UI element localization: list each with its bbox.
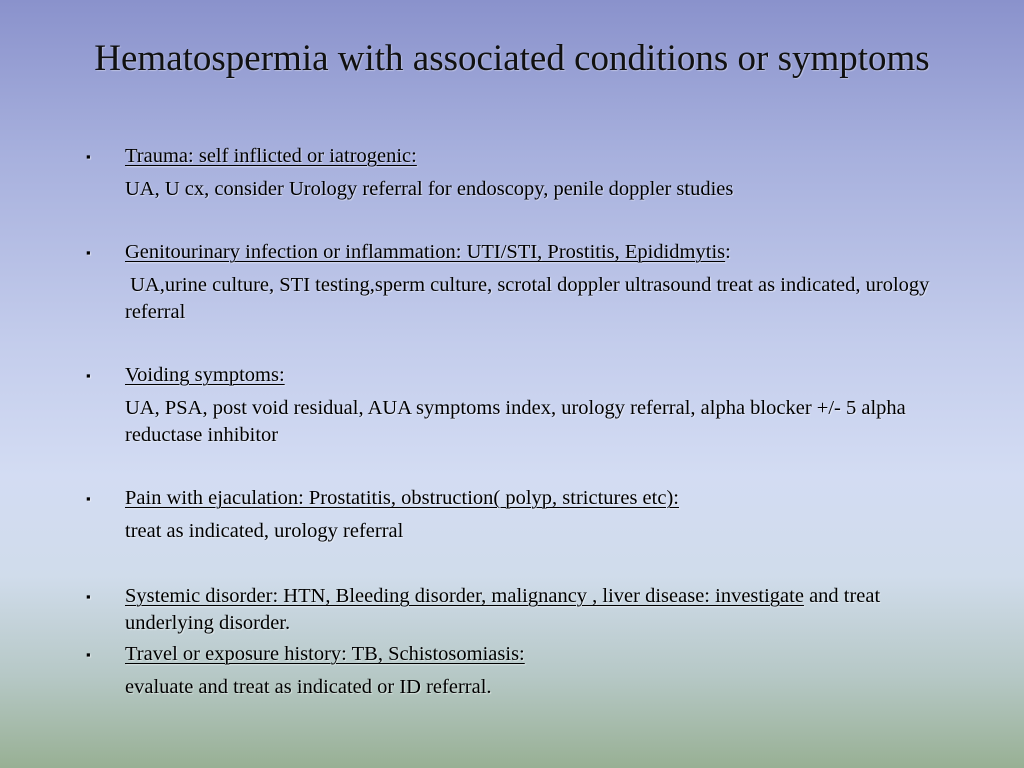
bullet-item-systemic bbox=[86, 583, 946, 637]
bullet-detail: UA, U cx, consider Urology referral for endoscopy, penile doppler studies bbox=[125, 178, 734, 200]
bullet-heading bbox=[125, 362, 946, 389]
bullet-heading bbox=[125, 583, 946, 637]
bullet-detail: UA,urine culture, STI testing,sperm culture, scrotal doppler ultrasound treat as indicated, urology referral bbox=[125, 274, 935, 323]
bullet-item-voiding bbox=[86, 362, 946, 449]
bullet-heading bbox=[125, 143, 946, 170]
slide-title: Hematospermia with associated conditions or symptoms bbox=[94, 38, 930, 79]
bullet-heading bbox=[125, 485, 946, 512]
bullet-list bbox=[86, 143, 946, 701]
bullet-item-travel bbox=[86, 641, 946, 701]
bullet-detail: UA, PSA, post void residual, AUA symptoms index, urology referral, alpha blocker +/- 5 alpha reductase inhibitor bbox=[125, 397, 906, 446]
bullet-heading-underlined: Systemic disorder: HTN, Bleeding disorder, malignancy , liver disease: investigate bbox=[125, 585, 804, 607]
bullet-heading-underlined: Voiding symptoms: bbox=[125, 364, 285, 386]
bullet-heading-suffix: : bbox=[725, 241, 731, 263]
square-bullet-icon: ▪ bbox=[86, 245, 91, 260]
bullet-heading-underlined: Genitourinary infection or inflammation: UTI/STI, Prostitis, Epididmytis bbox=[125, 241, 726, 263]
square-bullet-icon: ▪ bbox=[86, 491, 91, 506]
square-bullet-icon: ▪ bbox=[86, 149, 91, 164]
bullet-heading bbox=[125, 239, 946, 266]
bullet-item-genitourinary bbox=[86, 239, 946, 326]
bullet-detail: treat as indicated, urology referral bbox=[125, 520, 404, 542]
bullet-item-trauma bbox=[86, 143, 946, 203]
square-bullet-icon: ▪ bbox=[86, 368, 91, 383]
square-bullet-icon: ▪ bbox=[86, 589, 91, 604]
bullet-heading-underlined: Trauma: self inflicted or iatrogenic: bbox=[125, 145, 417, 167]
square-bullet-icon: ▪ bbox=[86, 647, 91, 662]
bullet-item-pain bbox=[86, 485, 946, 545]
bullet-heading-underlined: Pain with ejaculation: Prostatitis, obstruction( polyp, strictures etc): bbox=[125, 487, 679, 509]
bullet-heading-underlined: Travel or exposure history: TB, Schistosomiasis: bbox=[125, 643, 525, 665]
bullet-detail: evaluate and treat as indicated or ID referral. bbox=[125, 676, 492, 698]
bullet-heading bbox=[125, 641, 946, 668]
bullet-heading-suffix: and treat underlying disorder. bbox=[125, 585, 881, 634]
